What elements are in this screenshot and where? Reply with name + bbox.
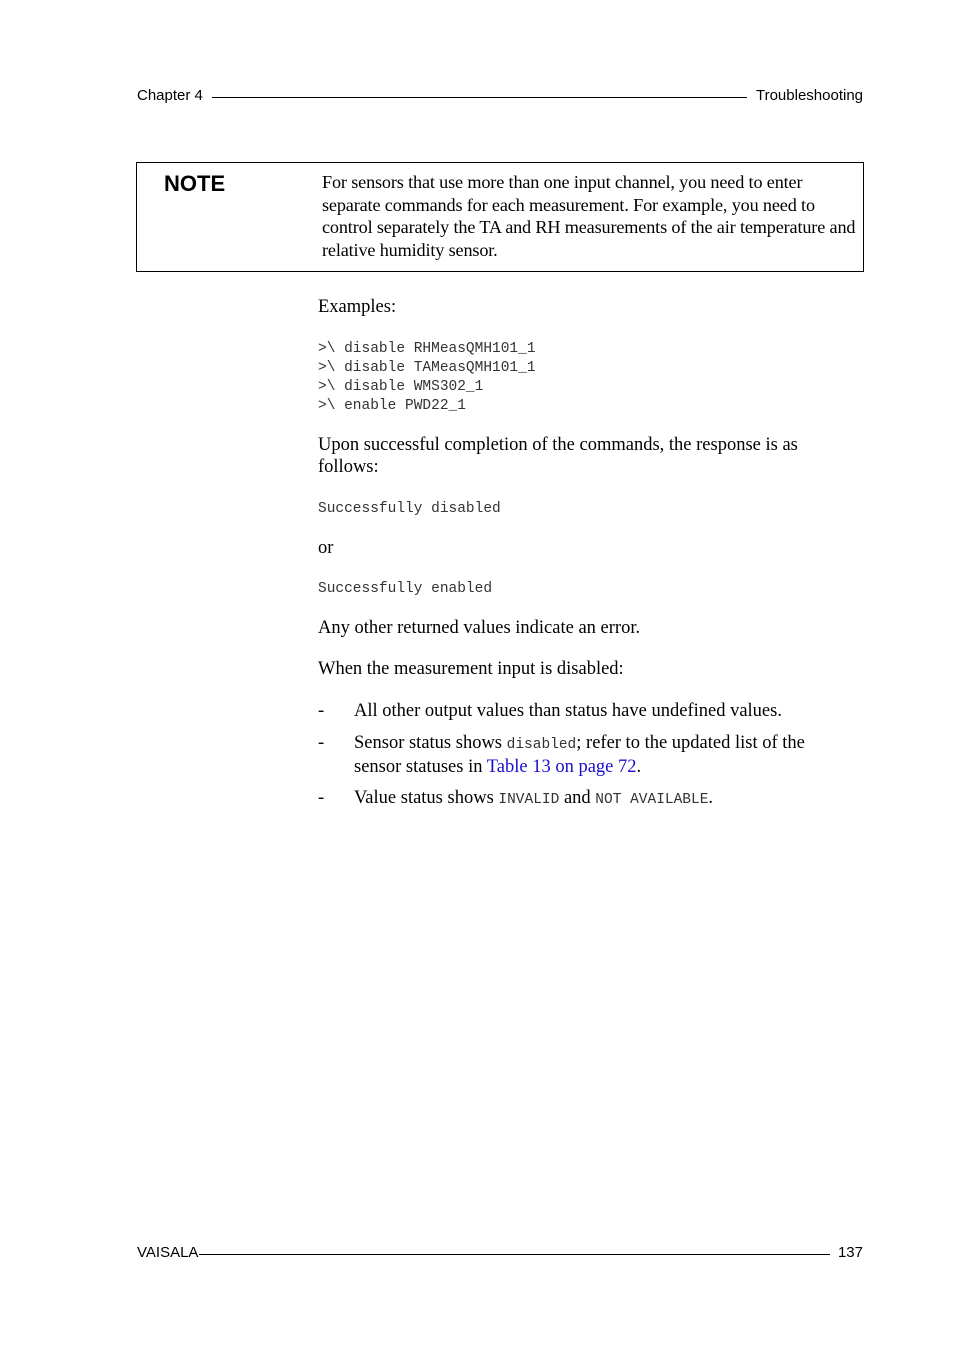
error-text: Any other returned values indicate an error. xyxy=(318,618,641,638)
chapter-label: Chapter 4 xyxy=(137,87,203,104)
page-footer xyxy=(137,1244,863,1261)
or-text: or xyxy=(318,538,334,558)
response-intro: Upon successful completion of the commands, the response is as follows: xyxy=(318,435,798,477)
footer-rule xyxy=(199,1254,830,1255)
bullet-text xyxy=(354,732,854,778)
bullet-text: All other output values than status have undefined values. xyxy=(354,701,782,721)
note-text: For sensors that use more than one input channel, you need to enter separate commands for each measurement. For example, you need to control separately the TA and RH measurements of the air temperature and relative humidity sensor. xyxy=(322,172,856,260)
response-disabled: Successfully disabled xyxy=(318,501,501,517)
bullet-dash: - xyxy=(318,733,325,753)
bullet-text-part: Value status shows xyxy=(354,788,499,808)
code-line: >\ enable PWD22_1 xyxy=(318,398,466,414)
code-line: >\ disable WMS302_1 xyxy=(318,379,484,395)
bullet-text-part: and xyxy=(559,788,596,808)
bullet-dash: - xyxy=(318,701,325,721)
bullet-text-part: Sensor status shows xyxy=(354,733,507,753)
page-header xyxy=(137,87,863,104)
page-number: 137 xyxy=(837,1244,863,1261)
examples-label: Examples: xyxy=(318,297,397,317)
inline-code: disabled xyxy=(506,737,577,753)
code-line: >\ disable RHMeasQMH101_1 xyxy=(318,341,536,357)
bullet-text-part: ; refer to the updated list of the sensor statuses in xyxy=(354,733,805,777)
disabled-intro: When the measurement input is disabled: xyxy=(318,659,624,679)
note-label: NOTE xyxy=(164,171,226,196)
note-box xyxy=(136,162,864,272)
bullet-text xyxy=(354,787,854,811)
code-line: >\ disable TAMeasQMH101_1 xyxy=(318,360,536,376)
inline-code: INVALID xyxy=(498,792,560,808)
bullet-text-part: . xyxy=(636,757,642,777)
header-rule xyxy=(212,97,747,98)
company-name: VAISALA xyxy=(137,1244,199,1261)
bullet-dash: - xyxy=(318,788,325,808)
inline-code: NOT AVAILABLE xyxy=(595,792,709,808)
response-enabled: Successfully enabled xyxy=(318,581,493,597)
bullet-text-part: . xyxy=(708,788,714,808)
table-reference-link[interactable]: Table 13 on page 72 xyxy=(486,757,637,777)
section-title: Troubleshooting xyxy=(755,87,863,104)
